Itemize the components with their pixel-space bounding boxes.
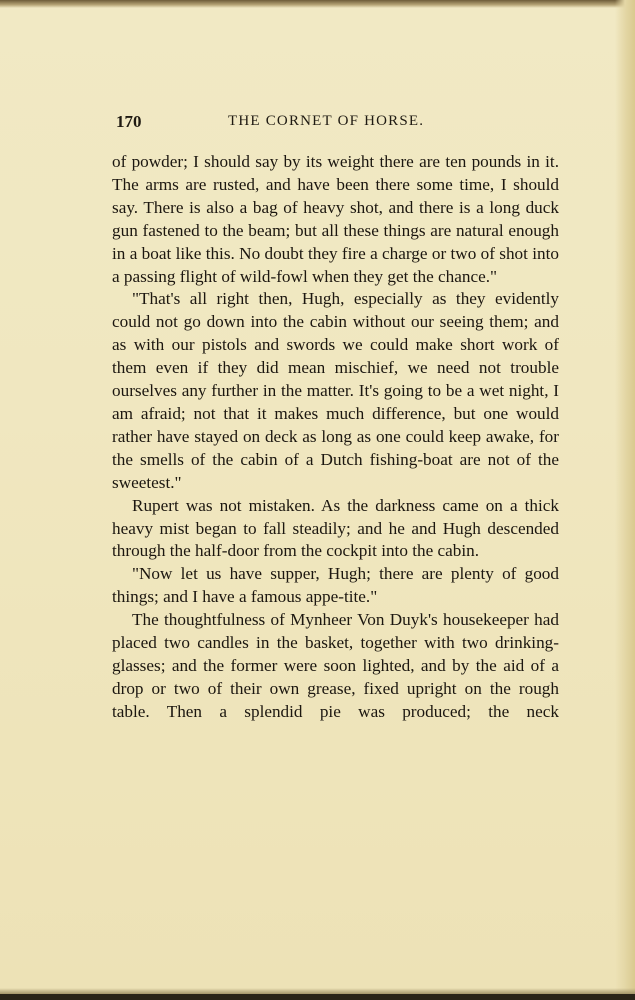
paragraph-3: Rupert was not mistaken. As the darkness came on a thick heavy mist began to fall steadily; and he and Hugh descended through the half-door from the cockpit into the cabin. — [112, 495, 559, 561]
page-top-edge — [0, 0, 635, 8]
paragraph-1: of powder; I should say by its weight there are ten pounds in it. The arms are rusted, and have been there some time, I should say. There is also a bag of heavy shot, and there is a long duck gun fastened to the beam; but all these things are natural enough in a boat like this. No doubt they fire a charge or two of shot into a passing flight of wild-fowl when they get the chance." — [112, 152, 559, 286]
paragraph-4: "Now let us have supper, Hugh; there are plenty of good things; and I have a famous appe-tite." — [112, 564, 559, 607]
running-title: THE CORNET OF HORSE. — [228, 113, 425, 129]
paragraph-2: "That's all right then, Hugh, especially as they evidently could not go down into the cabin without our seeing them; and as with our pistols and swords we could make short work of them even if they did mean mischief, we need not trouble ourselves any further in the matter. It's going to be a wet night, I am afraid; not that it makes much difference, but one would rather have stayed on deck as long as one could keep awake, for the smells of the cabin of a Dutch fishing-boat are not of the sweetest." — [112, 289, 559, 492]
page-bottom-edge — [0, 994, 635, 1000]
page-right-edge — [615, 0, 635, 1000]
paragraph-5: The thoughtfulness of Mynheer Von Duyk's housekeeper had placed two candles in the basket, together with two drinking-glasses; and the former were soon lighted, and by the aid of a drop or two of their own grease, fixed upright on the rough table. Then a splendid pie was produced; the neck — [112, 610, 559, 721]
body-text — [112, 151, 559, 724]
running-header — [116, 112, 556, 134]
page-number: 170 — [116, 112, 142, 131]
